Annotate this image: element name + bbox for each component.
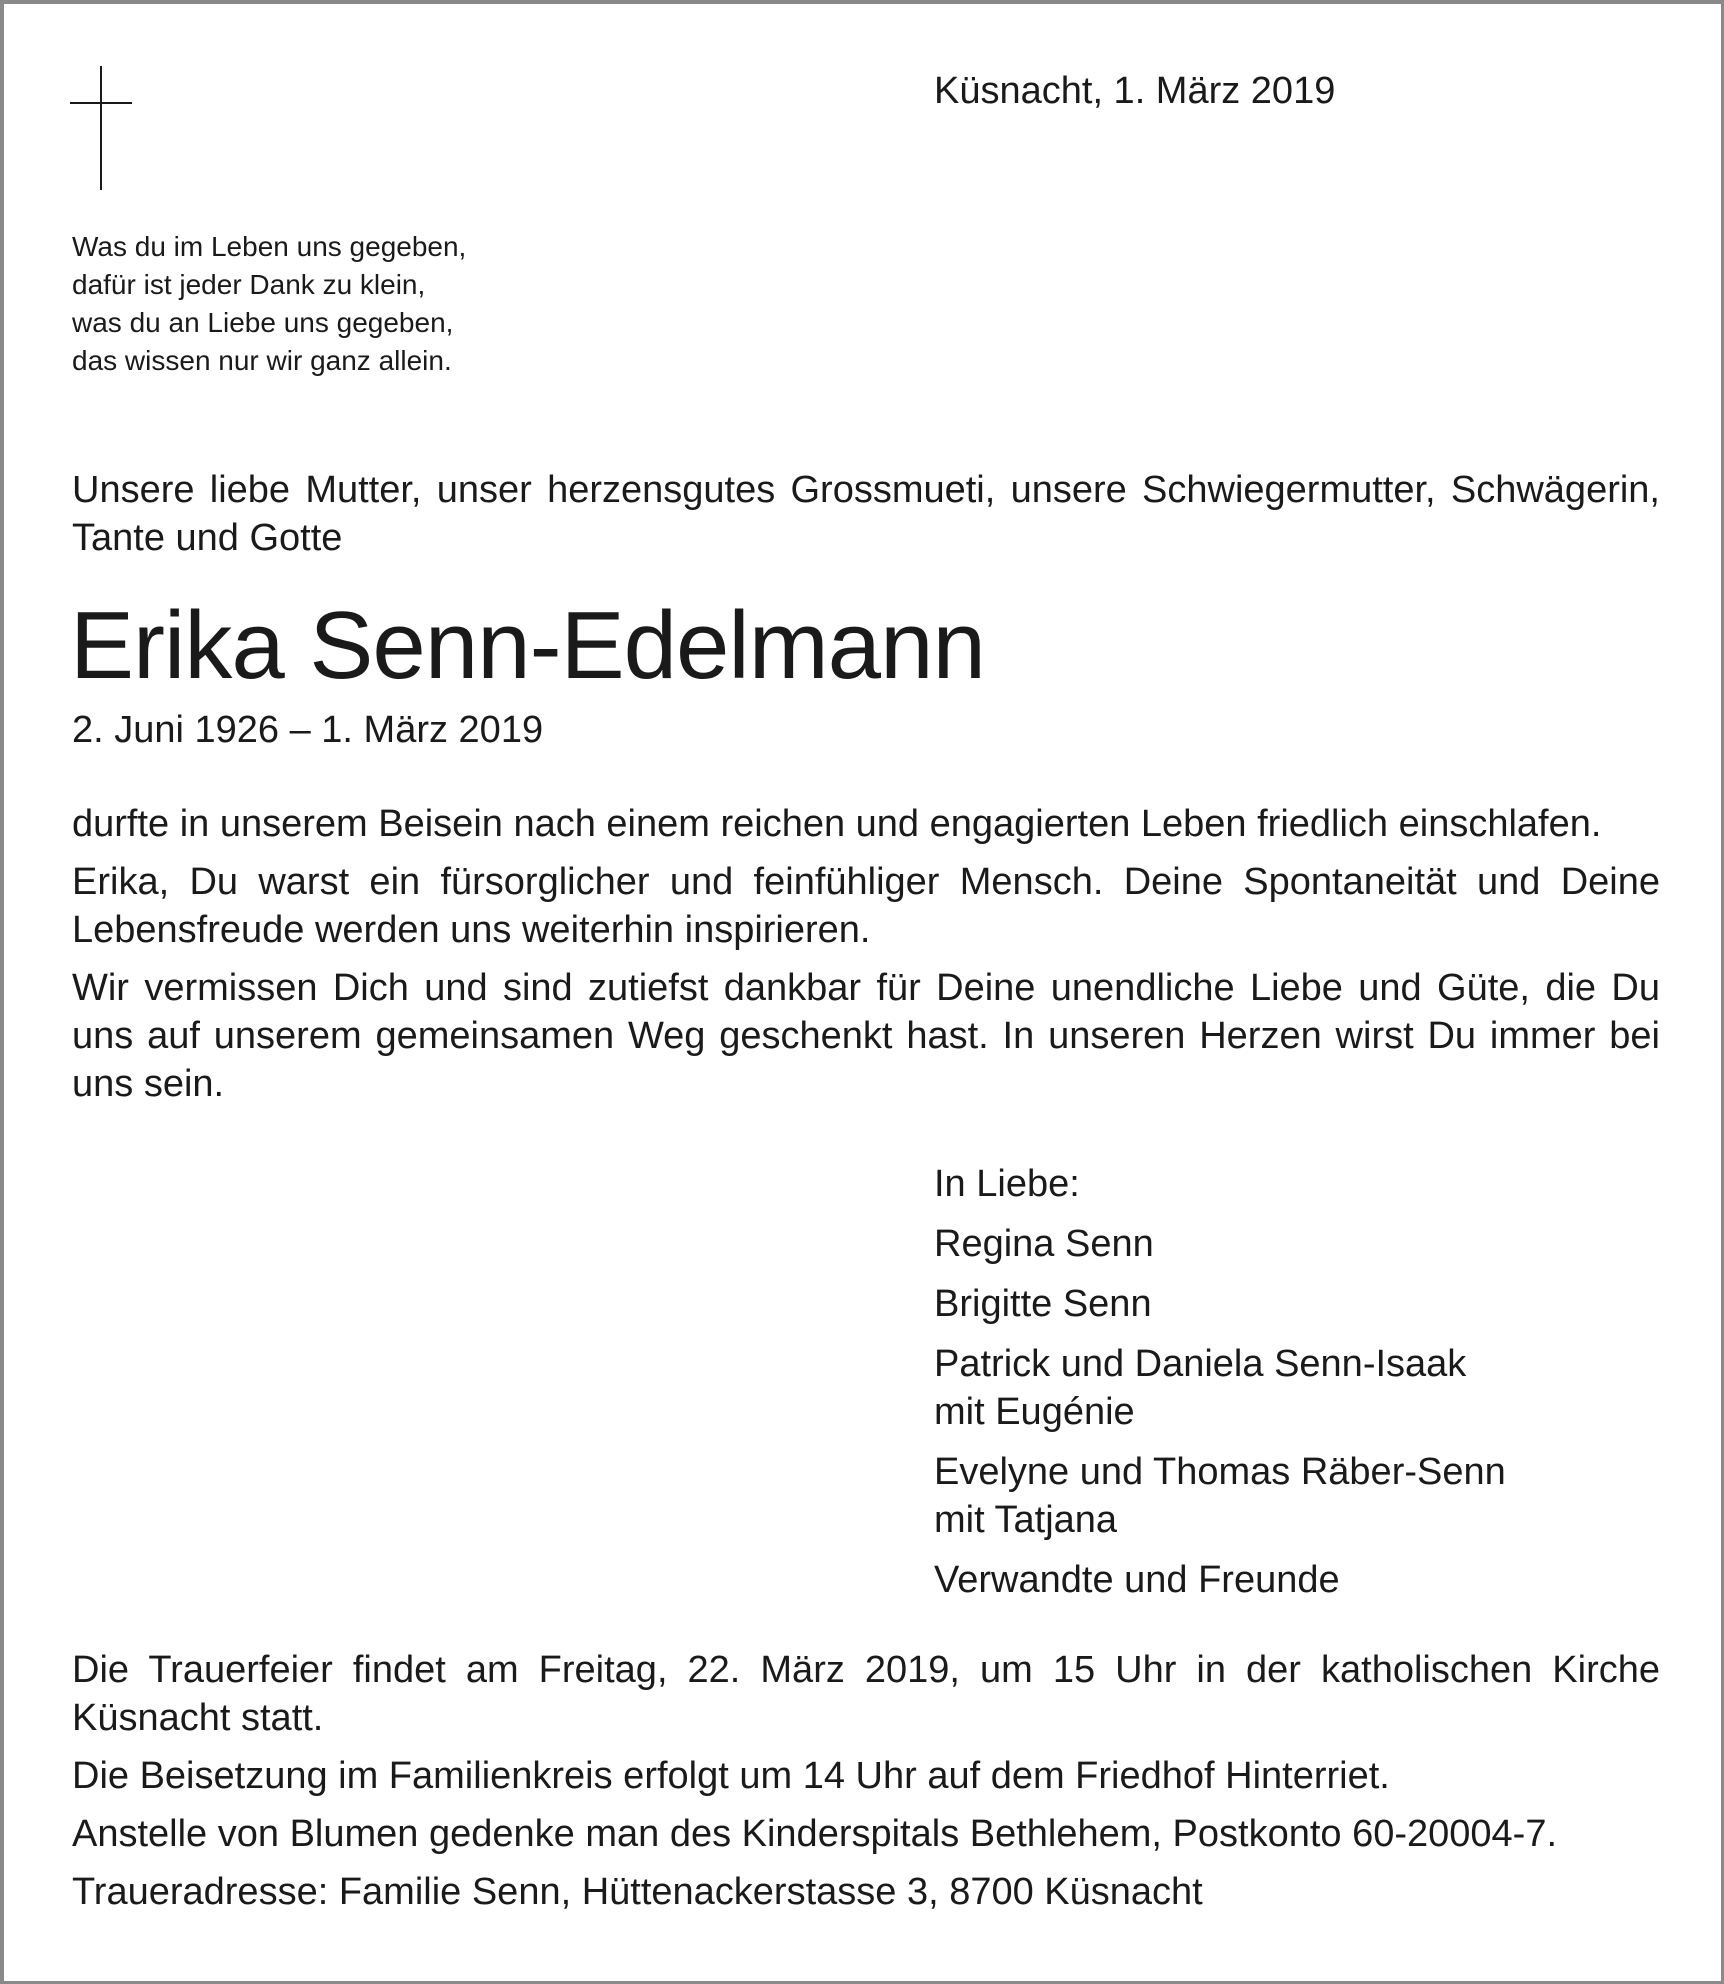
signer-name: Evelyne und Thomas Räber-Senn (934, 1451, 1506, 1493)
body-text (72, 800, 1660, 1118)
signer-detail: mit Tatjana (934, 1499, 1118, 1541)
signer-entry (934, 1448, 1506, 1544)
signer-name: Brigitte Senn (934, 1283, 1152, 1325)
lifespan-dates: 2. Juni 1926 – 1. März 2019 (72, 709, 544, 751)
intro-text: Unsere liebe Mutter, unser herzensgutes Grossmueti, unsere Schwiegermutter, Schwägerin, Tante und Gotte (72, 469, 1660, 559)
footer-paragraph: Die Beisetzung im Familienkreis erfolgt um 14 Uhr auf dem Friedhof Hinterriet. (72, 1755, 1390, 1797)
signer-name: Verwandte und Freunde (934, 1559, 1340, 1601)
poem-line: was du an Liebe uns gegeben, (72, 307, 454, 338)
signer-entry (934, 1220, 1506, 1268)
footer-paragraph: Anstelle von Blumen gedenke man des Kinderspitals Bethlehem, Postkonto 60-20004-7. (72, 1813, 1558, 1855)
poem-line: das wissen nur wir ganz allein. (72, 345, 452, 376)
place-date: Küsnacht, 1. März 2019 (934, 70, 1336, 112)
deceased-name: Erika Senn-Edelmann (70, 592, 985, 699)
signer-name: Patrick und Daniela Senn-Isaak (934, 1343, 1467, 1385)
signer-detail: mit Eugénie (934, 1391, 1135, 1433)
body-paragraph: Wir vermissen Dich und sind zutiefst dankbar für Deine unendliche Liebe und Güte, die Du uns auf unserem gemeinsamen Weg geschenkt hast. In unseren Herzen wirst Du immer bei uns sein. (72, 967, 1660, 1105)
signers-list (934, 1160, 1506, 1616)
service-details (72, 1646, 1660, 1926)
poem-line: Was du im Leben uns gegeben, (72, 231, 467, 262)
cross-icon (70, 66, 132, 190)
footer-paragraph: Die Trauerfeier findet am Freitag, 22. März 2019, um 15 Uhr in der katholischen Kirche Küsnacht statt. (72, 1649, 1660, 1739)
footer-paragraph: Traueradresse: Familie Senn, Hüttenackerstasse 3, 8700 Küsnacht (72, 1871, 1203, 1913)
signer-entry (934, 1340, 1506, 1436)
signer-entry (934, 1280, 1506, 1328)
signer-name: Regina Senn (934, 1223, 1154, 1265)
poem-line: dafür ist jeder Dank zu klein, (72, 269, 426, 300)
body-paragraph: Erika, Du warst ein fürsorglicher und feinfühliger Mensch. Deine Spontaneität und Deine Lebensfreude werden uns weiterhin inspirieren. (72, 861, 1660, 951)
signer-entry (934, 1556, 1506, 1604)
poem (72, 228, 466, 380)
body-paragraph: durfte in unserem Beisein nach einem reichen und engagierten Leben friedlich einschlafen. (72, 803, 1602, 845)
signers-heading: In Liebe: (934, 1163, 1080, 1205)
